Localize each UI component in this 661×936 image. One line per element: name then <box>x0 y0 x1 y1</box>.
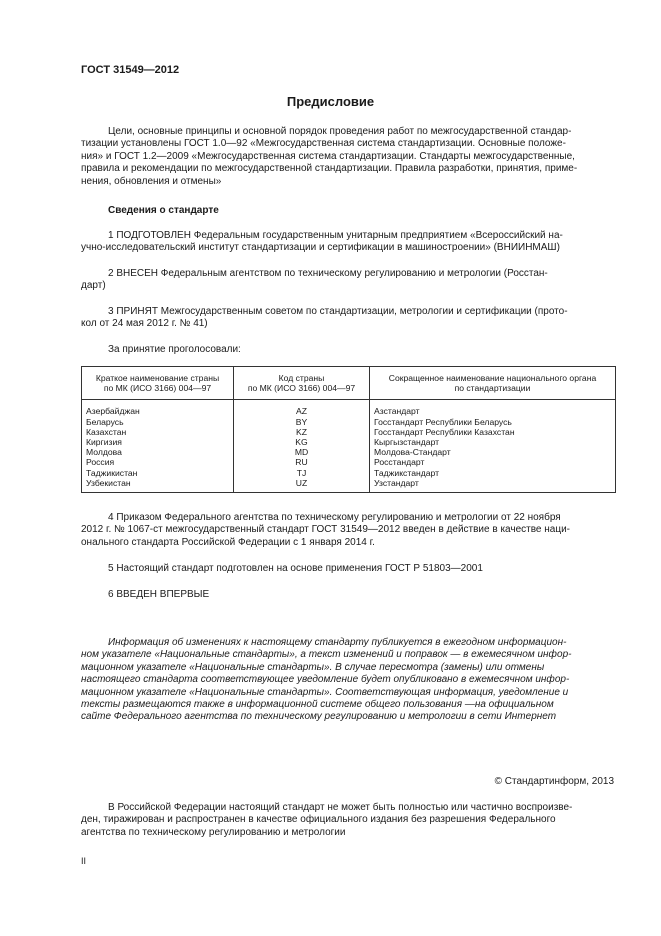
notice-line: Информация об изменениях к настоящему стандарту публикуется в ежегодном информацион- <box>108 637 567 648</box>
country-cell: Таджикистан <box>82 468 234 478</box>
item-line: 3 ПРИНЯТ Межгосударственным советом по стандартизации, метрологии и сертификации (прото- <box>108 306 568 317</box>
table-row <box>82 417 616 427</box>
item-line: онального стандарта Российской Федерации с 1 января 2014 г. <box>81 536 375 548</box>
intro-line: ния» и ГОСТ 1.2—2009 «Межгосударственная система стандартизации. Стандарты межгосударственные, <box>81 150 575 162</box>
item-line: кол от 24 мая 2012 г. № 41) <box>81 318 208 330</box>
code-cell: UZ <box>234 478 370 493</box>
rights-line: агентства по техническому регулированию и метрологии <box>81 826 346 838</box>
country-cell: Азербайджан <box>82 400 234 417</box>
country-cell: Казахстан <box>82 427 234 437</box>
country-cell: Киргизия <box>82 437 234 447</box>
col-header-body: Сокращенное наименование национального органа по стандартизации <box>370 367 616 400</box>
body-cell: Росстандарт <box>370 457 616 467</box>
body-cell: Кыргызстандарт <box>370 437 616 447</box>
code-cell: MD <box>234 447 370 457</box>
document-id: ГОСТ 31549—2012 <box>81 64 180 76</box>
table-row <box>82 457 616 467</box>
body-cell: Узстандарт <box>370 478 616 493</box>
code-cell: BY <box>234 417 370 427</box>
item-line: дарт) <box>81 280 106 292</box>
item-line: 2012 г. № 1067-ст межгосударственный стандарт ГОСТ 31549—2012 введен в действие в качестве нaци- <box>81 524 570 536</box>
code-cell: KZ <box>234 427 370 437</box>
intro-line: правила и рекомендации по межгосударственной стандартизации. Правила разработки, принятия, приме- <box>81 163 578 175</box>
body-cell: Госстандарт Республики Беларусь <box>370 417 616 427</box>
notice-line: сайте Федерального агентства по техническому регулированию и метрологии в сети Интернет <box>81 711 557 723</box>
notice-line: ном указателе «Национальные стандарты», а текст изменений и поправок — в ежемесячном инфор- <box>81 649 572 661</box>
item-line: 4 Приказом Федерального агентства по техническому регулированию и метрологии от 22 ноября <box>108 512 561 523</box>
item-6: 6 ВВЕДЕН ВПЕРВЫЕ <box>108 589 210 600</box>
rights-line: В Российской Федерации настоящий стандарт не может быть полностью или частично воспроизве- <box>108 802 573 813</box>
body-cell: Молдова-Стандарт <box>370 447 616 457</box>
voting-table <box>81 366 616 493</box>
item-line: учно-исследовательский институт стандартизации и сертификации в машиностроении» (ВНИИНМАШ) <box>81 242 560 254</box>
info-heading: Сведения о стандарте <box>108 205 219 216</box>
table-row <box>82 478 616 493</box>
intro-line: тизации установлены ГОСТ 1.0—92 «Межгосударственная система стандартизации. Основные положе- <box>81 138 566 150</box>
intro-line: нения, обновления и отмены» <box>81 175 222 187</box>
body-cell: Таджикстандарт <box>370 468 616 478</box>
table-row <box>82 427 616 437</box>
notice-line: настоящего стандарта соответствующее уведомление будет опубликовано в ежемесячном инфор- <box>81 674 570 686</box>
table-header-row <box>82 367 616 400</box>
table-row <box>82 400 616 417</box>
country-cell: Беларусь <box>82 417 234 427</box>
table-row <box>82 447 616 457</box>
vote-intro: За принятие проголосовали: <box>108 344 241 355</box>
intro-line: Цели, основные принципы и основной порядок проведения работ по межгосударственной стандар- <box>108 126 572 137</box>
notice-line: мационном указателе «Национальные стандарты». Соответствующая информация, уведомление и <box>81 686 569 698</box>
code-cell: RU <box>234 457 370 467</box>
notice-line: мационном указателе «Национальные стандарты». В случае пересмотра (замены) или отмены <box>81 661 545 673</box>
item-line: 2 ВНЕСЕН Федеральным агентством по техническому регулированию и метрологии (Росстан- <box>108 268 548 279</box>
country-cell: Молдова <box>82 447 234 457</box>
country-cell: Узбекистан <box>82 478 234 493</box>
col-header-country: Краткое наименование страны по МК (ИСО 3166) 004—97 <box>82 367 234 400</box>
code-cell: TJ <box>234 468 370 478</box>
page-title: Предисловие <box>286 94 375 109</box>
table-row <box>82 468 616 478</box>
page-number: II <box>81 856 87 866</box>
item-line: 1 ПОДГОТОВЛЕН Федеральным государственным унитарным предприятием «Всероссийский на- <box>108 230 563 241</box>
item-5: 5 Настоящий стандарт подготовлен на основе применения ГОСТ Р 51803—2001 <box>108 563 483 574</box>
country-cell: Россия <box>82 457 234 467</box>
body-cell: Азстандарт <box>370 400 616 417</box>
notice-line: тексты размещаются также в информационной системе общего пользования —на официальном <box>81 699 554 710</box>
code-cell: KG <box>234 437 370 447</box>
body-cell: Госстандарт Республики Казахстан <box>370 427 616 437</box>
copyright: © Стандартинформ, 2013 <box>494 776 614 787</box>
col-header-code: Код страны по МК (ИСО 3166) 004—97 <box>234 367 370 400</box>
table-row <box>82 437 616 447</box>
code-cell: AZ <box>234 400 370 417</box>
rights-line: ден, тиражирован и распространен в качестве официального издания без разрешения Федерального <box>81 814 556 826</box>
